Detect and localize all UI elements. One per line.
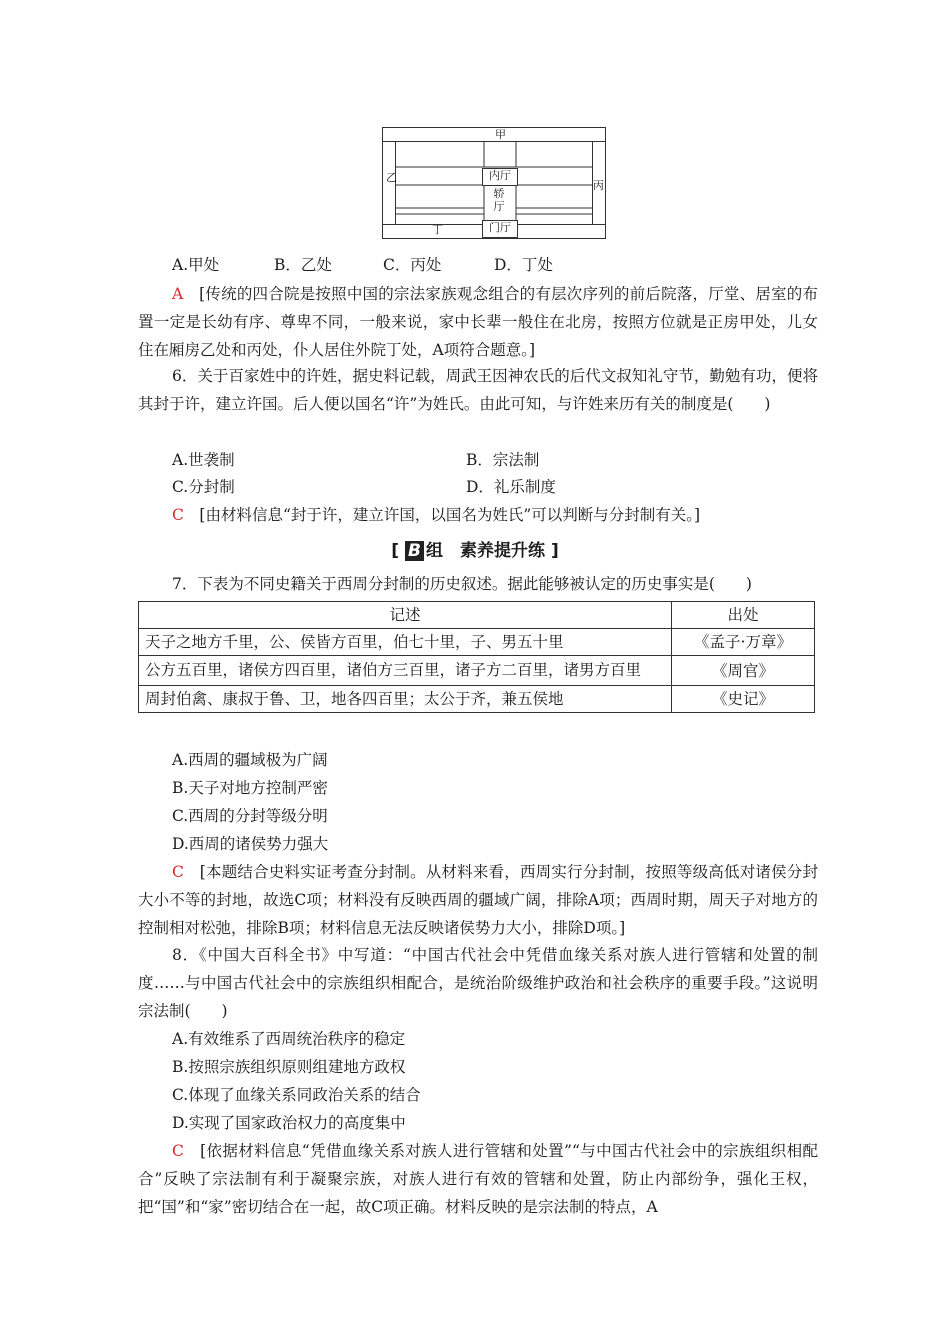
inner-hall-box [482,168,518,186]
table-header-row [139,602,815,629]
q6-option-c: C.分封制 [172,478,235,496]
inner-hall-label: 内厅 [489,169,511,182]
label-ding: 丁 [432,223,443,236]
q8-stem-text: 8．《中国大百科全书》中写道：“中国古代社会中凭借血缘关系对族人进行管辖和处置的制度……与中国古代社会中的宗族组织相配合，是统治阶级维护政治和社会秩序的重要手段。”这说明宗法制( ) [138,946,818,1020]
table-cell-record: 天子之地方千里，公、侯皆方百里，伯七十里，子、男五十里 [139,629,672,656]
q6-stem [138,362,818,418]
q8-option-d: D.实现了国家政治权力的高度集中 [172,1114,406,1132]
q7-option-d: D.西周的诸侯势力强大 [172,835,329,853]
q5-option-b: B．乙处 [274,256,332,274]
label-bing: 丙 [593,179,604,192]
section-bracket-left: [ [391,541,400,561]
table-cell-source: 《孟子·万章》 [672,629,815,656]
table-cell-record: 周封伯禽、康叔于鲁、卫，地各四百里；太公于齐，兼五侯地 [139,686,672,713]
section-letter: B [405,541,424,561]
q8-option-c: C.体现了血缘关系同政治关系的结合 [172,1086,421,1104]
q8-answer [138,1137,818,1221]
q8-option-a: A.有效维系了西周统治秩序的稳定 [172,1030,406,1048]
q7-option-c: C.西周的分封等级分明 [172,807,328,825]
table-cell-source: 《周官》 [672,656,815,686]
q7-stem-text: 7．下表为不同史籍关于西周分封制的历史叙述。据此能够被认定的历史事实是( ) [172,575,752,593]
table-row [139,686,815,713]
sedan-hall-box [490,187,508,215]
q5-answer [138,280,818,364]
q8-option-b: B.按照宗族组织原则组建地方政权 [172,1058,406,1076]
q8-explanation: [依据材料信息“凭借血缘关系对族人进行管辖和处置”“与中国古代社会中的宗族组织相配合”反映了宗法制有利于凝聚宗族，对族人进行有效的管辖和处置，防止内部纷争，强化王权，把“国”和“家”密切结合在一起，故C项正确。材料反映的是宗法制的特点，A [138,1142,818,1216]
q8-stem [138,941,818,1025]
label-jia: 甲 [495,128,506,141]
gate-hall-label: 门厅 [489,221,511,234]
section-header [0,537,950,565]
sedan-hall-label-2: 厅 [493,200,505,213]
q5-option-c: C．丙处 [383,256,442,274]
table-header-record: 记述 [139,602,672,629]
section-bracket-right: ] [550,541,559,561]
table-header-source: 出处 [672,602,815,629]
q7-option-a: A.西周的疆域极为广阔 [172,751,328,769]
q7-answer-letter: C [172,863,184,881]
q8-answer-letter: C [172,1142,184,1160]
q7-explanation: [本题结合史料实证考查分封制。从材料来看，西周实行分封制，按照等级高低对诸侯分封大小不等的封地，故选C项；材料没有反映西周的疆域广阔，排除A项；西周时期，周天子对地方的控制相对松弛，排除B项；材料信息无法反映诸侯势力大小，排除D项。] [138,863,818,937]
table-row [139,656,815,686]
q6-option-a: A.世袭制 [172,451,235,469]
q6-answer-letter: C [172,506,184,524]
table-row [139,629,815,656]
q6-explanation: [由材料信息“封于许，建立许国，以国名为姓氏”可以判断与分封制有关。] [199,506,701,524]
history-table [138,601,815,713]
q5-explanation: [传统的四合院是按照中国的宗法家族观念组合的有层次序列的前后院落，厅堂、居室的布置一定是长幼有序、尊卑不同，一般来说，家中长辈一般住在北房，按照方位就是正房甲处，儿女住在厢房乙处和丙处，仆人居住外院丁处，A项符合题意。] [138,285,818,359]
q6-stem-text: 6．关于百家姓中的许姓，据史料记载，周武王因神农氏的后代文叔知礼守节，勤勉有功，便将其封于许，建立许国。后人便以国名“许”为姓氏。由此可知，与许姓来历有关的制度是( ) [138,367,818,413]
q6-answer [138,501,818,529]
q7-stem [138,570,818,598]
q7-option-b: B.天子对地方控制严密 [172,779,328,797]
label-yi: 乙 [386,171,397,184]
section-title: 组 素养提升练 [425,541,545,561]
q7-answer [138,858,818,942]
table-cell-record: 公方五百里，诸侯方四百里，诸伯方三百里，诸子方二百里，诸男方百里 [139,656,672,686]
q5-answer-letter: A [172,285,184,303]
q6-option-d: D．礼乐制度 [466,478,556,496]
courtyard-diagram [382,127,606,239]
table-cell-source: 《史记》 [672,686,815,713]
gate-hall-box [482,220,518,238]
q6-option-b: B．宗法制 [466,451,540,469]
q5-option-a: A.甲处 [172,256,220,274]
q5-option-d: D．丁处 [494,256,553,274]
sedan-hall-label-1: 轿 [493,187,505,200]
